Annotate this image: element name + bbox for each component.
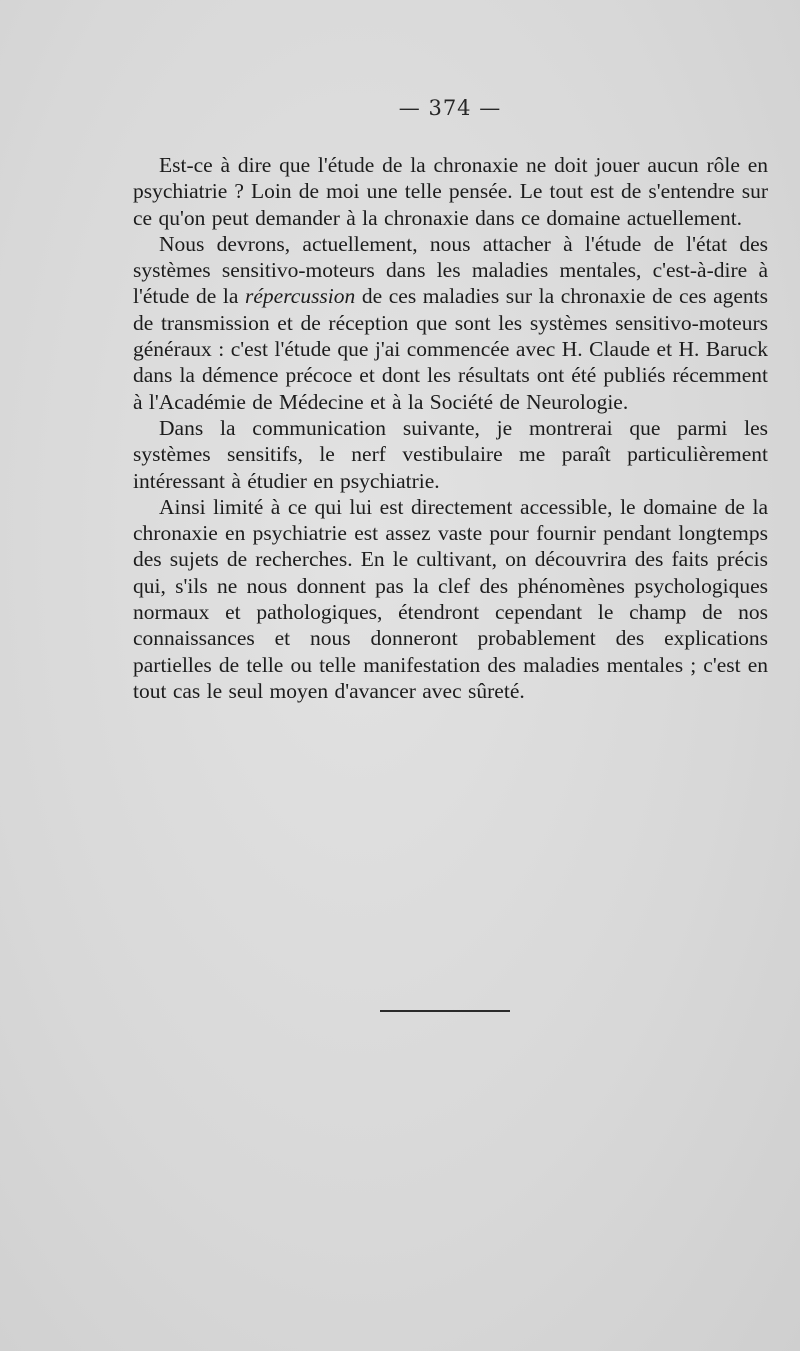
paragraph-2 <box>133 231 768 415</box>
page-number: — 374 — <box>398 96 502 120</box>
section-end-rule <box>380 1010 510 1012</box>
paragraph-2-text-before: Nous devrons, actuellement, nous attacher à l'étude de l'état des systèmes sensitivo-moteurs dans les maladies mentales, c'est-à-dire à l'étude de la <box>133 231 768 309</box>
paragraph-1: Est-ce à dire que l'étude de la chronaxie ne doit jouer aucun rôle en psychiatrie ? Loin de moi une telle pensée. Le tout est de s'entendre sur ce qu'on peut demander à la chronaxie dans ce domaine actuellement. <box>133 153 768 230</box>
paragraph-2-text-after: de ces maladies sur la chronaxie de ces agents de transmission et de réception que sont les systèmes sensitivo-moteurs généraux : c'est l'étude que j'ai commencée avec H. Claude et H. Baruck dans la démence précoce et dont les résultats ont été publiés récemment à l'Académie de Médecine et à la Société de Neurologie. <box>133 284 768 414</box>
paragraph-2-emphasis: répercussion <box>245 284 356 309</box>
paragraph-3: Dans la communication suivante, je montrerai que parmi les systèmes sensitifs, le nerf vestibulaire me paraît particulièrement intéressant à étudier en psychiatrie. <box>133 415 768 493</box>
paragraph-4: Ainsi limité à ce qui lui est directement accessible, le domaine de la chronaxie en psychiatrie est assez vaste pour fournir pendant longtemps des sujets de recherches. En le cultivant, on découvrira des faits précis qui, s'ils ne nous donnent pas la clef des phénomènes psychologiques normaux et pathologiques, étendront cependant le champ de nos connaissances et nous donneront probablement des explications partielles de telle ou telle manifestation des maladies mentales ; c'est en tout cas le seul moyen d'avancer avec sûreté. <box>133 494 768 703</box>
body-text <box>133 152 768 704</box>
